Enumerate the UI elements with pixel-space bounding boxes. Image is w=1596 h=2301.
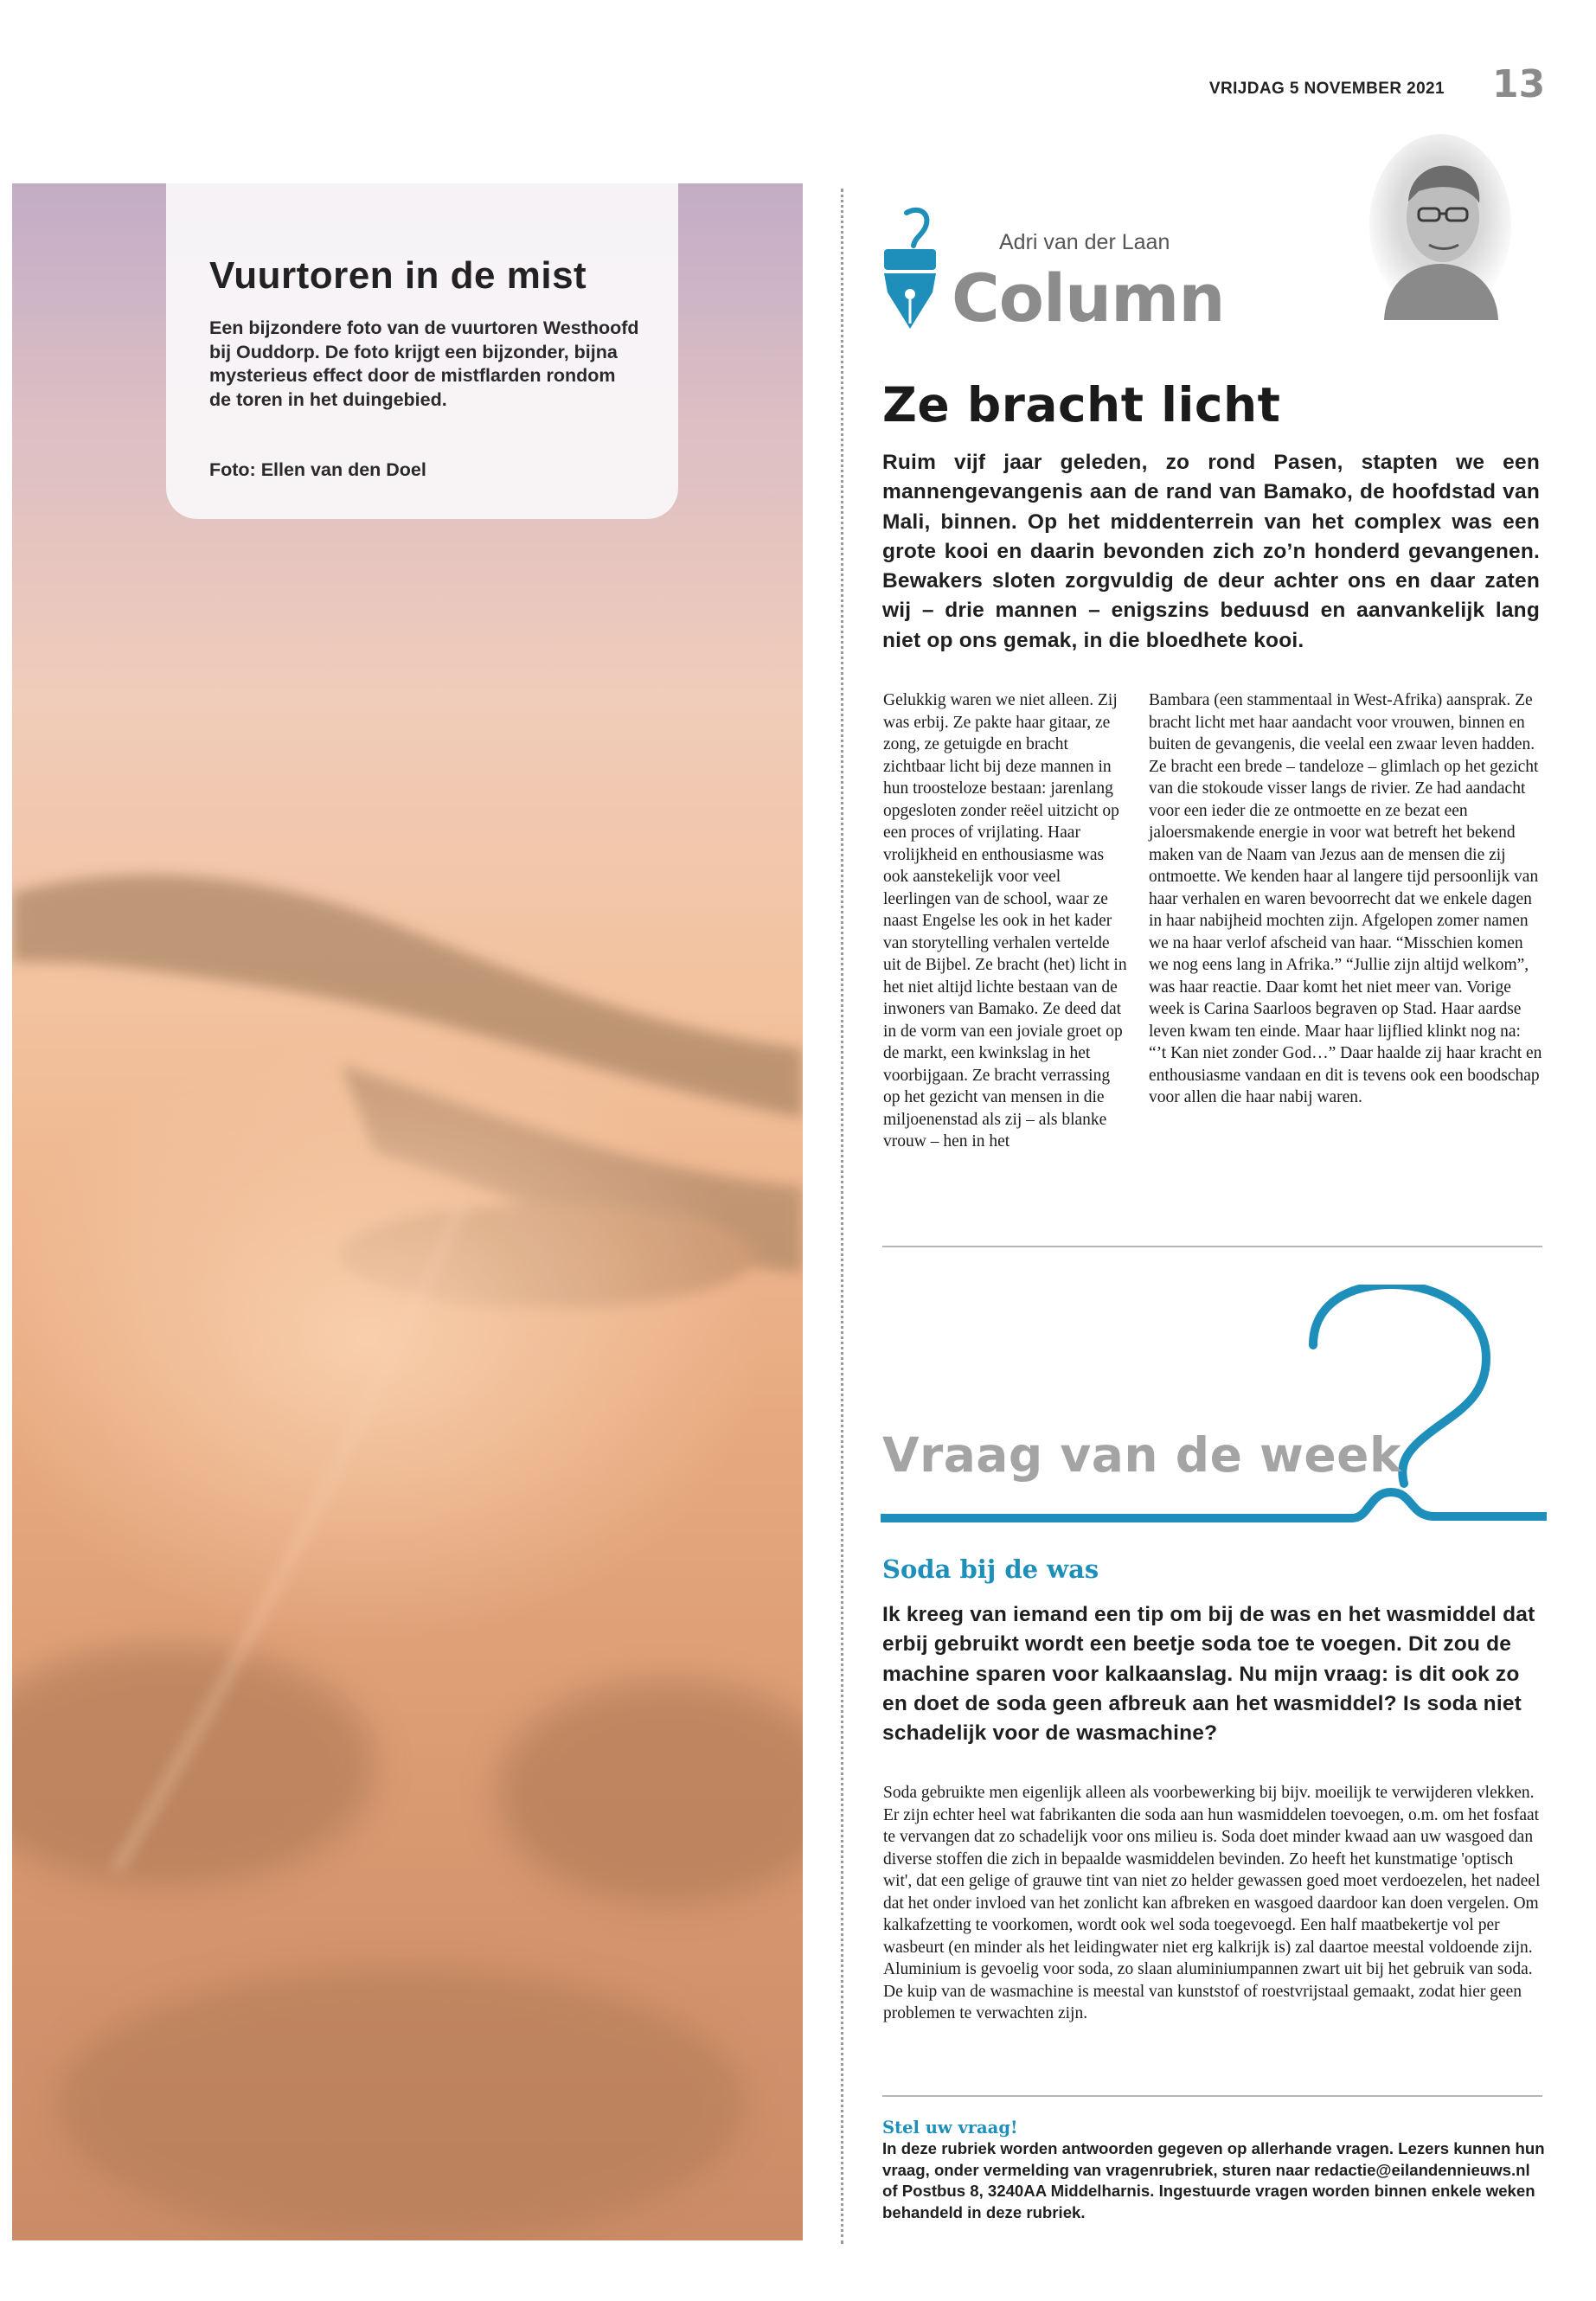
question-title: Soda bij de was <box>882 1554 1099 1584</box>
column-label: Column <box>952 260 1225 336</box>
issue-date: VRIJDAG 5 NOVEMBER 2021 <box>1208 80 1445 98</box>
article-title: Ze bracht licht <box>882 377 1281 433</box>
section-rule <box>882 2095 1542 2097</box>
photo-caption-title: Vuurtoren in de mist <box>209 254 587 297</box>
article-body-column-2: Bambara (een stammentaal in West-Afrika) aansprak. Ze bracht licht met haar aandacht voor vrouwen, binnen en buiten de gevangenis, die veelal een zwaar leven hadden. Ze bracht een brede – tandeloze – glimlach op het gezicht van die stokoude visser langs de rivier. Ze had aandacht voor een ieder die ze ontmoette en ze bezat een jaloersmakende energie in voor wat betreft het bekend maken van de Naam van Jezus aan de mensen die zij ontmoette. We kenden haar al langere tijd persoonlijk van haar verhalen en waren bevoorrecht dat we enkele dagen in haar nabijheid mochten zijn. Afgelopen zomer namen we na haar verlof afscheid van haar. “Misschien komen we nog eens lang in Afrika.” “Jullie zijn altijd welkom”, was haar reactie. Daar komt het niet meer van. Vorige week is Carina Saarloos begraven op Stad. Haar aardse leven kwam ten einde. Maar haar lijflied klinkt nog na: “’t Kan niet zonder God…” Daar haalde zij haar kracht en enthousiasme vandaan en dit is tevens ook een boodschap voor allen die haar nabij waren. <box>1149 691 1542 1106</box>
ask-question-text: In deze rubriek worden antwoorden gegeven op allerhande vragen. Lezers kunnen hun vraag, onder vermelding van vragenrubriek, sturen naar redactie@eilandennieuws.nl of Postbus 8, 3240AA Middelharnis. Ingestuurde vragen worden binnen enkele weken behandeld in deze rubriek. <box>882 2139 1545 2221</box>
page-number: 13 <box>1492 62 1546 106</box>
fountain-pen-icon <box>881 206 939 340</box>
column-divider <box>841 189 843 2244</box>
article-body-column-1: Gelukkig waren we niet alleen. Zij was erbij. Ze pakte haar gitaar, ze zong, ze getuigde en bracht zichtbaar licht bij deze mannen in hun troosteloze bestaan: jarenlang opgesloten zonder reëel uitzicht op een proces of vrijlating. Haar vrolijkheid en enthousiasme was ook aanstekelijk voor veel leerlingen van de school, waar ze naast Engelse les ook in het kader van storytelling verhalen vertelde uit de Bijbel. Ze bracht (het) licht in het niet altijd lichte bestaan van de inwoners van Bamako. Ze deed dat in de vorm van een joviale groet op de markt, een kwinkslag in het voorbijgaan. Ze bracht verrassing op het gezicht van mensen in die miljoenenstad als zij – als blanke vrouw – hen in het <box>883 691 1127 1150</box>
question-mark-icon <box>881 1285 1547 1531</box>
author-portrait <box>1367 134 1514 324</box>
photo-caption-text: Een bijzondere foto van de vuurtoren Westhoofd bij Ouddorp. De foto krijgt een bijzonder, bijna mysterieus effect door de mistflarden rondom de toren in het duingebied. <box>209 317 639 410</box>
question-text: Ik kreeg van iemand een tip om bij de was en het wasmiddel dat erbij gebruikt wordt een beetje soda toe te voegen. Dit zou de machine sparen voor kalkaanslag. Nu mijn vraag: is dit ook zo en doet de soda geen afbreuk aan het wasmiddel? Is soda niet schadelijk voor de wasmachine? <box>882 1603 1535 1746</box>
article-lead: Ruim vijf jaar geleden, zo rond Pasen, stapten we een mannengevangenis aan de rand van Bamako, de hoofdstad van Mali, binnen. Op het middenterrein van het complex was een grote kooi en daarin bevonden zich zo’n honderd gevangenen. Bewakers sloten zorgvuldig de deur achter ons en daar zaten wij – drie mannen – enigszins beduusd en aanvankelijk lang niet op ons gemak, in die bloedhete kooi. <box>882 451 1540 652</box>
photo-credit: Foto: Ellen van den Doel <box>209 459 426 480</box>
section-rule <box>882 1246 1542 1247</box>
section-title: Vraag van de week <box>882 1427 1402 1483</box>
ask-question-title: Stel uw vraag! <box>882 2118 1018 2138</box>
answer-text: Soda gebruikte men eigenlijk alleen als voorbewerking bij bijv. moeilijk te verwijderen vlekken. Er zijn echter heel wat fabrikanten die soda aan hun wasmiddelen toevoegen, o.m. om het fosfaat te vervangen dat zo schadelijk voor ons milieu is. Soda doet minder kwaad aan uw wasgoed dan diverse stoffen die zich in bepaalde wasmiddelen bevinden. Zo heeft het kunstmatige 'optisch wit', dat een gelige of grauwe tint van niet zo helder gewassen goed moet verdoezelen, het nadeel dat het onder invloed van het zonlicht kan afbreken en wasgoed daardoor kan doen vergelen. Om kalkafzetting te voorkomen, wordt ook wel soda toegevoegd. Een half maatbekertje vol per wasbeurt (en minder als het leidingwater niet erg kalkrijk is) zal daartoe meestal voldoende zijn. Aluminium is gevoelig voor soda, zo slaan aluminiumpannen zwart uit bij het gebruik van soda. De kuip van de wasmachine is meestal van kunststof of roestvrijstaal gemaakt, zodat hier geen problemen te verwachten zijn. <box>883 1784 1541 2022</box>
column-author: Adri van der Laan <box>999 230 1170 254</box>
